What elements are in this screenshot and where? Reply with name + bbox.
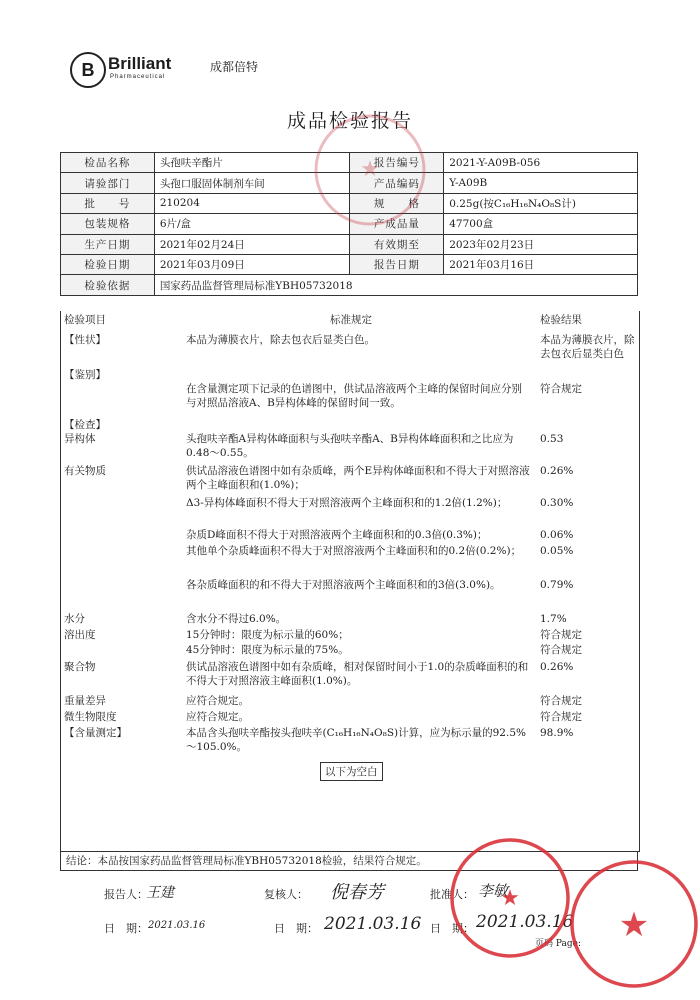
result-related-4: 0.05%	[540, 545, 574, 557]
value-product-name: 头孢呋辛酯片	[154, 153, 350, 173]
label-basis: 检验依据	[61, 275, 155, 295]
label-product-code: 产品编码	[350, 173, 444, 193]
value-manufacture-date: 2021年02月24日	[154, 234, 350, 254]
result-related-3: 0.06%	[540, 529, 574, 541]
blank-below-note: 以下为空白	[320, 762, 383, 781]
value-expiry: 2023年02月23日	[444, 234, 638, 254]
result-identification: 符合规定	[540, 383, 582, 395]
value-basis: 国家药品监督管理局标准YBH05732018	[154, 275, 637, 295]
logo-subtitle: Pharmaceutical	[110, 74, 166, 80]
reporter-label: 报告人：	[104, 888, 148, 901]
reviewer-label: 复核人：	[264, 888, 308, 901]
column-result: 检验结果	[540, 314, 582, 326]
approver-label: 批准人：	[430, 888, 474, 901]
standard-related-4: 其他单个杂质峰面积不得大于对照溶液两个主峰面积和的0.2倍(0.2%)；	[186, 545, 522, 557]
stamp-seal-2	[448, 836, 572, 960]
approver-date: 2021.03.16	[476, 912, 574, 932]
approver-date-label: 日 期：	[430, 922, 474, 935]
result-related-1: 0.26%	[540, 465, 574, 477]
standard-assay: 本品含头孢呋辛酯按头孢呋辛(C₁₆H₁₆N₄O₈S)计算，应为标示量的92.5%～105.0%。	[186, 727, 526, 753]
reviewer-date-label: 日 期：	[274, 922, 318, 935]
standard-weight: 应符合规定。	[186, 695, 249, 707]
item-identification: 【鉴别】	[64, 369, 106, 381]
logo-name: Brilliant	[108, 54, 172, 73]
standard-dissolution-1: 15分钟时：限度为标示量的60%；	[186, 629, 349, 641]
label-report-date: 报告日期	[350, 254, 444, 274]
logo-mark: B	[70, 52, 106, 88]
item-polymer: 聚合物	[64, 661, 96, 673]
value-product-code: Y-A09B	[444, 173, 638, 193]
standard-related-2: Δ3-异构体峰面积不得大于对照溶液两个主峰面积和的1.2倍(1.2%)；	[186, 497, 508, 509]
column-standard: 标准规定	[330, 314, 372, 326]
item-character: 【性状】	[64, 334, 106, 346]
header-row	[61, 254, 638, 274]
reporter-date: 2021.03.16	[148, 920, 206, 931]
page-label: 页码 Page:	[535, 939, 581, 949]
result-water: 1.7%	[540, 613, 567, 625]
standard-dissolution-2: 45分钟时：限度为标示量的75%。	[186, 644, 349, 656]
stamp-seal-1	[312, 112, 428, 228]
item-dissolution: 溶出度	[64, 629, 96, 641]
standard-character: 本品为薄膜衣片，除去包衣后显类白色。	[186, 334, 375, 346]
result-assay: 98.9%	[540, 727, 574, 739]
stamp-seal-3	[568, 858, 700, 990]
value-report-number: 2021-Y-A09B-056	[444, 153, 638, 173]
svg-text:★: ★	[500, 886, 520, 911]
label-product-name: 检品名称	[61, 153, 155, 173]
label-report-number: 报告编号	[350, 153, 444, 173]
conclusion: 结论：本品按国家药品监督管理局标准YBH05732018检验，结果符合规定。	[60, 851, 638, 871]
standard-related-3: 杂质D峰面积不得大于对照溶液两个主峰面积和的0.3倍(0.3%)；	[186, 529, 488, 541]
standard-related-5: 各杂质峰面积的和不得大于对照溶液两个主峰面积和的3倍(3.0%)。	[186, 579, 501, 591]
label-expiry: 有效期至	[350, 234, 444, 254]
item-microbial-limit: 微生物限度	[64, 711, 117, 723]
item-assay: 【含量测定】	[64, 727, 127, 739]
value-batch: 210204	[154, 193, 350, 213]
svg-text:★: ★	[360, 157, 380, 182]
result-character: 本品为薄膜衣片，除去包衣后显类白色	[540, 334, 635, 360]
svg-text:★: ★	[618, 905, 650, 945]
label-quantity: 产成品量	[350, 214, 444, 234]
column-item: 检验项目	[64, 314, 106, 326]
approver-signature: 李敏	[478, 882, 509, 900]
header-row	[61, 234, 638, 254]
standard-micro: 应符合规定。	[186, 711, 249, 723]
result-dissolution-1: 符合规定	[540, 629, 582, 641]
label-batch: 批 号	[61, 193, 155, 213]
result-polymer: 0.26%	[540, 661, 574, 673]
value-department: 头孢口服固体制剂车间	[154, 173, 350, 193]
reviewer-signature: 倪春芳	[330, 882, 384, 903]
report-title: 成品检验报告	[286, 110, 413, 132]
reporter-date-label: 日 期：	[104, 922, 148, 935]
standard-related-1: 供试品溶液色谱图中如有杂质峰，两个E异构体峰面积和不得大于对照溶液两个主峰面积和(1.0%)；	[186, 465, 530, 491]
standard-identification: 在含量测定项下记录的色谱图中，供试品溶液两个主峰的保留时间应分别与对照品溶液A、B异构体峰的保留时间一致。	[186, 383, 522, 409]
label-test-date: 检验日期	[61, 254, 155, 274]
item-water: 水分	[64, 613, 85, 625]
standard-isomer: 头孢呋辛酯A异构体峰面积与头孢呋辛酯A、B异构体峰面积和之比应为0.48～0.55。	[186, 433, 514, 459]
label-department: 请验部门	[61, 173, 155, 193]
standard-polymer: 供试品溶液色谱图中如有杂质峰，相对保留时间小于1.0的杂质峰面积的和不得大于对照溶液主峰面积(1.0%)。	[186, 661, 529, 687]
value-test-date: 2021年03月09日	[154, 254, 350, 274]
result-dissolution-2: 符合规定	[540, 644, 582, 656]
result-related-5: 0.79%	[540, 579, 574, 591]
reviewer-date: 2021.03.16	[324, 914, 422, 934]
item-inspection: 【检查】	[64, 419, 106, 431]
result-related-2: 0.30%	[540, 497, 574, 509]
result-weight: 符合规定	[540, 695, 582, 707]
header-row	[61, 275, 638, 295]
logo-chinese-name: 成都倍特	[210, 60, 259, 74]
value-specification: 0.25g(按C₁₆H₁₆N₄O₈S计)	[444, 193, 638, 213]
item-related-substances: 有关物质	[64, 465, 106, 477]
value-quantity: 47700盒	[444, 214, 638, 234]
value-package: 6片/盒	[154, 214, 350, 234]
label-manufacture-date: 生产日期	[61, 234, 155, 254]
label-package: 包装规格	[61, 214, 155, 234]
label-specification: 规 格	[350, 193, 444, 213]
item-weight-variation: 重量差异	[64, 695, 106, 707]
result-micro: 符合规定	[540, 711, 582, 723]
result-isomer: 0.53	[540, 433, 564, 445]
value-report-date: 2021年03月16日	[444, 254, 638, 274]
reporter-signature: 王建	[146, 885, 174, 901]
standard-water: 含水分不得过6.0%。	[186, 613, 287, 625]
item-isomer: 异构体	[64, 433, 96, 445]
